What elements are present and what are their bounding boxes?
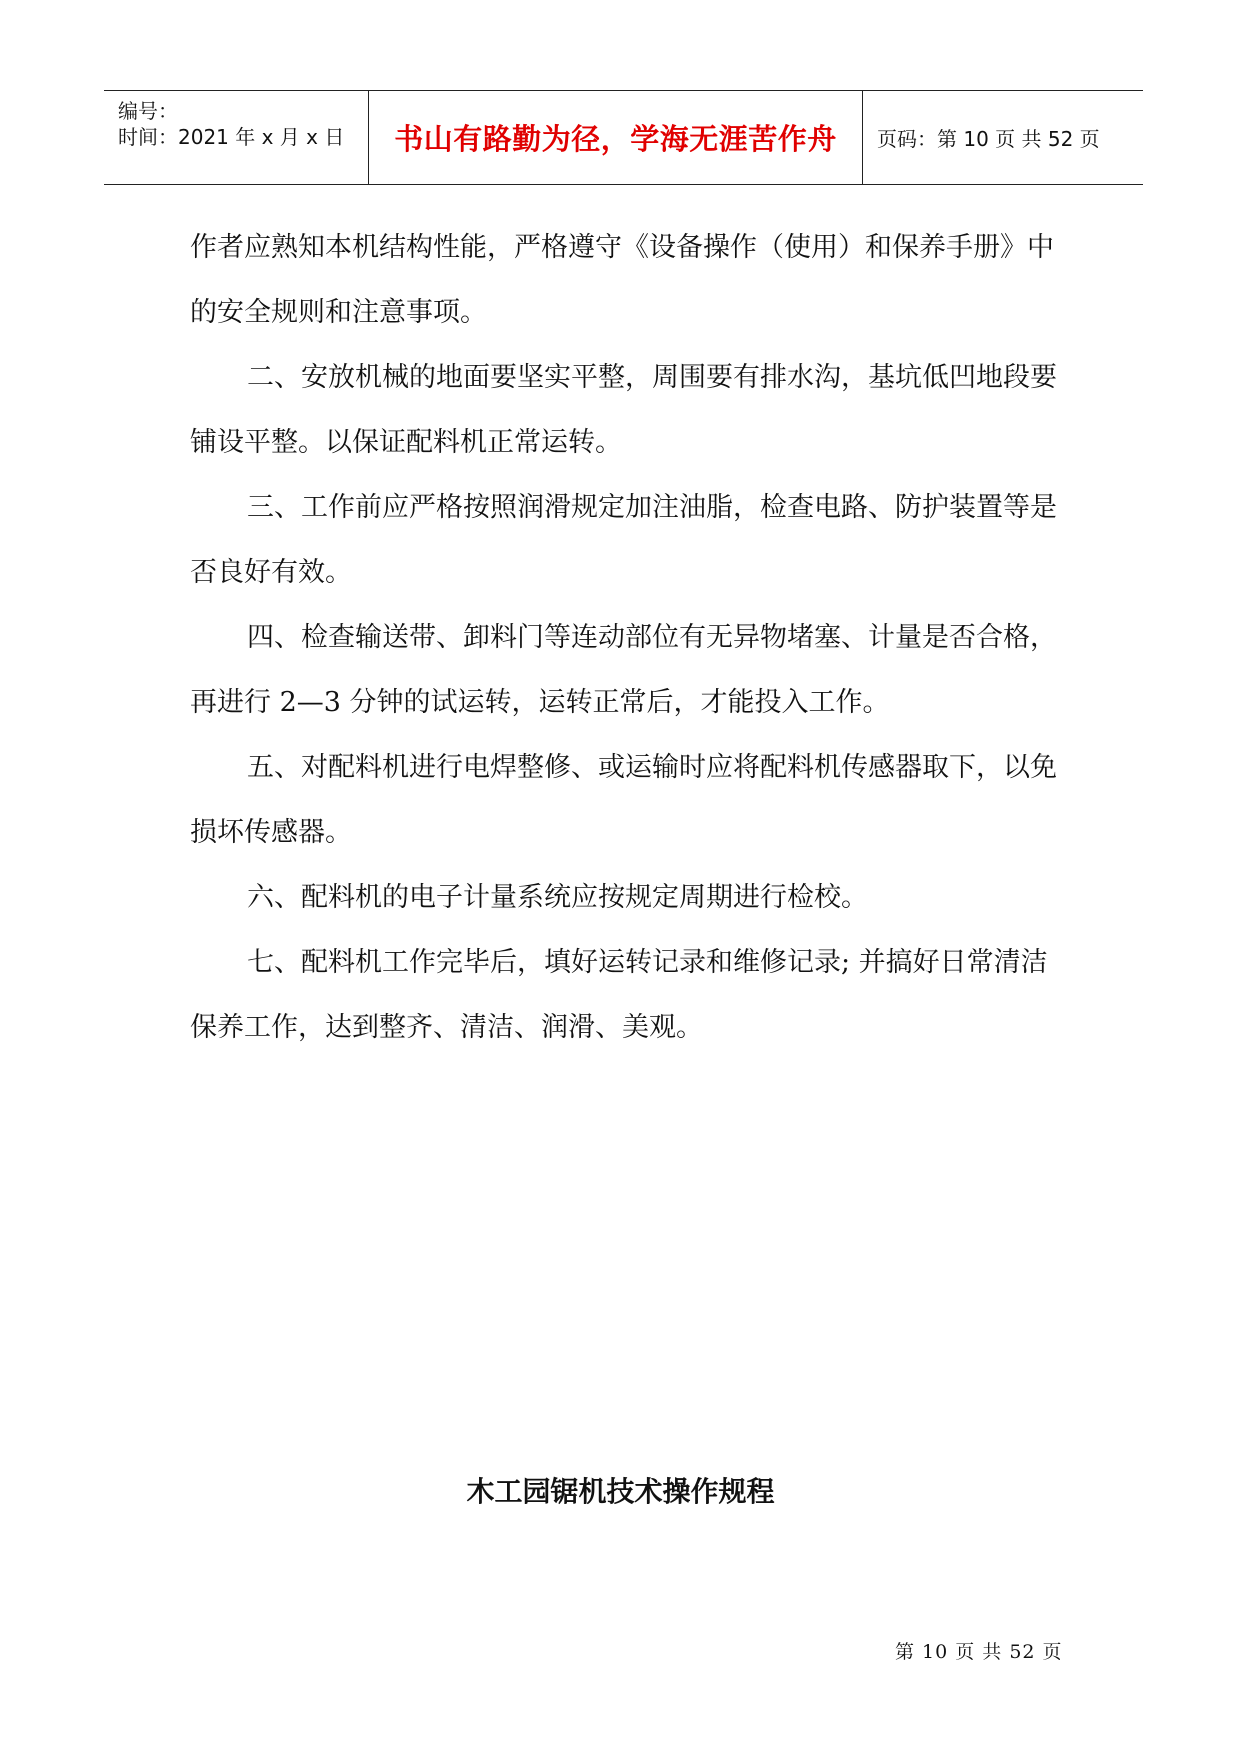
paragraph: 作者应熟知本机结构性能，严格遵守《设备操作（使用）和保养手册》中的安全规则和注意事项。 xyxy=(190,232,1054,328)
section-title: 木工园锯机技术操作规程 xyxy=(466,1475,775,1508)
header-page-cell xyxy=(863,91,1143,184)
paragraph: 三、工作前应严格按照润滑规定加注油脂，检查电路、防护装置等是否良好有效。 xyxy=(190,492,1057,588)
paragraph: 五、对配料机进行电焊整修、或运输时应将配料机传感器取下，以免损坏传感器。 xyxy=(190,752,1057,848)
paragraph: 四、检查输送带、卸料门等连动部位有无异物堵塞、计量是否合格，再进行 2—3 分钟的试运转，运转正常后，才能投入工作。 xyxy=(190,622,1057,718)
header-page-info: 页码：第 10 页 共 52 页 xyxy=(877,127,1100,151)
document-body xyxy=(190,215,1070,1060)
paragraph: 六、配料机的电子计量系统应按规定周期进行检校。 xyxy=(247,882,868,913)
document-date-label: 时间：2021 年 x 月 x 日 xyxy=(118,125,345,149)
page-footer: 第 10 页 共 52 页 xyxy=(895,1641,1063,1663)
paragraph: 二、安放机械的地面要坚实平整，周围要有排水沟，基坑低凹地段要铺设平整。以保证配料机正常运转。 xyxy=(190,362,1057,458)
document-header xyxy=(104,90,1143,185)
header-motto: 书山有路勤为径，学海无涯苦作舟 xyxy=(369,91,863,184)
paragraph: 七、配料机工作完毕后，填好运转记录和维修记录; 并搞好日常清洁保养工作，达到整齐、清洁、润滑、美观。 xyxy=(190,947,1048,1043)
document-number-label: 编号： xyxy=(118,99,178,123)
header-meta-cell xyxy=(104,91,369,184)
